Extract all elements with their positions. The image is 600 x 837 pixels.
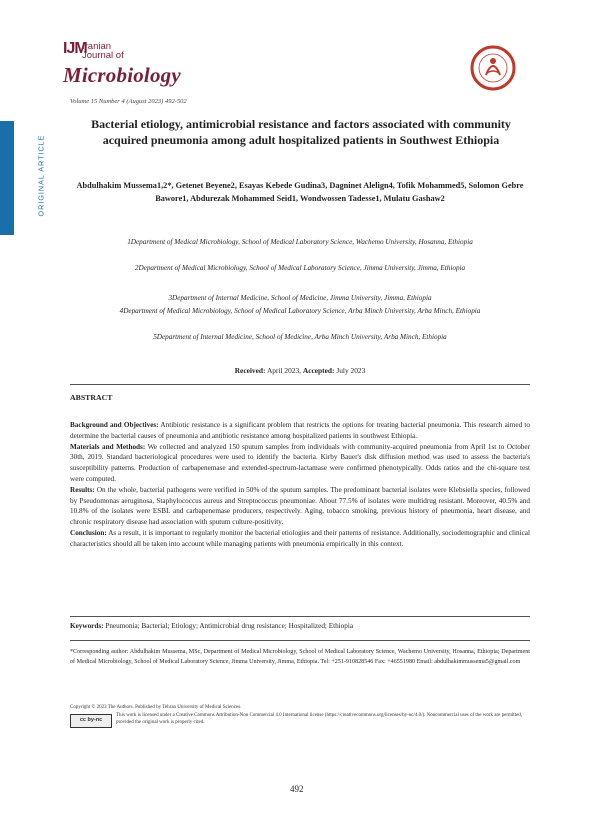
journal-logo-line1: Iranian: [82, 41, 112, 52]
background-text: Antibiotic resistance is a significant problem that restricts the options for treating bacterial pneumonia. This research aimed to determine the bacterial causes of pneumonia and antibiotic resistance among hospitalized patients in southwest Ethiopia.: [70, 421, 530, 440]
keywords-value: Pneumonia; Bacterial; Etiology; Antimicrobial drug resistance; Hospitalized; Ethiopia: [105, 622, 354, 630]
article-type-label: ORIGINAL ARTICLE: [36, 134, 46, 217]
keywords-label: Keywords:: [70, 622, 104, 630]
abstract-results: [70, 485, 530, 528]
side-tab-bar: [0, 121, 14, 235]
affiliation-5: 5Department of Internal Medicine, School of Medicine, Arba Minch University, Arba Minch, Ethiopia: [153, 333, 447, 341]
conclusion-label: Conclusion:: [70, 528, 107, 537]
results-text: On the whole, bacterial pathogens were verified in 50% of the sputum samples. The predominant bacterial isolates were Klebsiella species, followed by Pseudomonas aeruginosa, Staphylococcus aureus and Streptococcus pneumoniae. About 77.5% of isolates were multidrug resistant. Moreover, 40.5% and 10.8% of the isolates were ESBL and carbapenemase producers, respectively. Aging, tobacco smoking, previous history of pneumonia, heart disease, and chronic respiratory disease had association with sputum culture-positivity.: [70, 485, 530, 527]
received-date: April 2023,: [266, 366, 302, 375]
journal-logo-main: Microbiology: [63, 63, 181, 87]
cc-badge-text: cc by-nc: [79, 717, 103, 723]
divider-keywords-bottom: [70, 640, 530, 641]
correspondence: *Corresponding author: Abdulhakim Mussema, MSc, Department of Medical Microbiology, School of Medical Laboratory Science, Wachemo University, Hosanna, Ethiopia; Department of Medical Microbiology, School of Medical Laboratory Science, Jimma University, Jimma, Ethiopia. Tel: +251-910828546 Fax: +46551980 Email: abdulhakimmussema5@gmail.com: [70, 649, 530, 665]
volume-info: Volume 15 Number 4 (August 2023) 492-502: [70, 98, 187, 105]
journal-logo: [63, 40, 203, 100]
abstract-background: [70, 420, 530, 442]
received-accepted: [70, 366, 530, 375]
accepted-date: July 2023: [336, 366, 366, 375]
affiliation-3: 3Department of Internal Medicine, School of Medicine, Jimma University, Jimma, Ethiopia: [168, 294, 432, 302]
license-text: This work is licensed under a Creative Commons Attribution-Non Commercial 4.0 International license (https://creativecommons.org/licenses/by-nc/4.0/). Noncommercial uses of the work are permitted, provided the original work is properly cited.: [116, 713, 523, 725]
divider-top: [70, 384, 530, 385]
society-emblem-icon: [470, 45, 516, 91]
abstract-body: [70, 420, 530, 550]
journal-logo-line2: Journal of: [82, 50, 124, 61]
accepted-label: Accepted:: [302, 366, 335, 375]
affiliation-4: 4Department of Medical Microbiology, School of Medical Laboratory Science, Arba Minch University, Arba Minch, Ethiopia: [119, 307, 481, 315]
article-title: Bacterial etiology, antimicrobial resistance and factors associated with community acquired pneumonia among adult hospitalized patients in Southwest Ethiopia: [91, 117, 511, 147]
copyright-block: [70, 705, 530, 725]
divider-keywords-top: [70, 616, 530, 617]
abstract-methods: [70, 442, 530, 485]
methods-text: We collected and analyzed 150 sputum samples from individuals with community-acquired pneumonia from April 1st to October 30th, 2019. Standard bacteriological procedures were used to identify the bacteria. Kirby Bauer's disk diffusion method was used to assess the bacteria's susceptibility patterns. Production of carbapenemase and extended-spectrum-lactamase were confirmed phenotypically. Odds ratios and the chi-square test were computed.: [70, 442, 530, 483]
conclusion-text: As a result, it is important to regularly monitor the bacterial etiologies and their patterns of resistance. Additionally, sociodemographic and clinical characteristics should all be taken into account while managing patients with pneumonia empirically in this context.: [70, 528, 530, 548]
copyright-line: Copyright © 2023 The Authors. Published by Tehran University of Medical Sciences.: [70, 705, 242, 710]
keywords: [70, 622, 530, 630]
journal-logo-top: [82, 42, 124, 60]
affiliation-2: 2Department of Medical Microbiology, School of Medical Laboratory Science, Jimma University, Jimma, Ethiopia: [134, 264, 466, 272]
abstract-conclusion: [70, 528, 530, 550]
cc-license-badge-icon: [70, 714, 112, 728]
journal-logo-mark: IJM: [63, 40, 87, 57]
abstract-heading: ABSTRACT: [70, 393, 113, 402]
background-label: Background and Objectives:: [70, 421, 159, 429]
methods-label: Materials and Methods:: [70, 442, 146, 451]
author-list: Abdulhakim Mussema1,2*, Getenet Beyene2, Esayas Kebede Gudina3, Dagninet Alelign4, Tofik Mohammed5, Solomon Gebre Bawore1, Abdurezak Mohammed Seid1, Wondwossen Tadesse1, Mulatu Gashaw2: [76, 181, 524, 203]
results-label: Results:: [70, 485, 95, 494]
page-number: 492: [290, 784, 304, 794]
affiliation-1: 1Department of Medical Microbiology, School of Medical Laboratory Science, Wachemo University, Hosanna, Ethiopia: [127, 238, 473, 246]
article-type-tab: [34, 121, 48, 235]
received-label: Received:: [234, 366, 266, 375]
